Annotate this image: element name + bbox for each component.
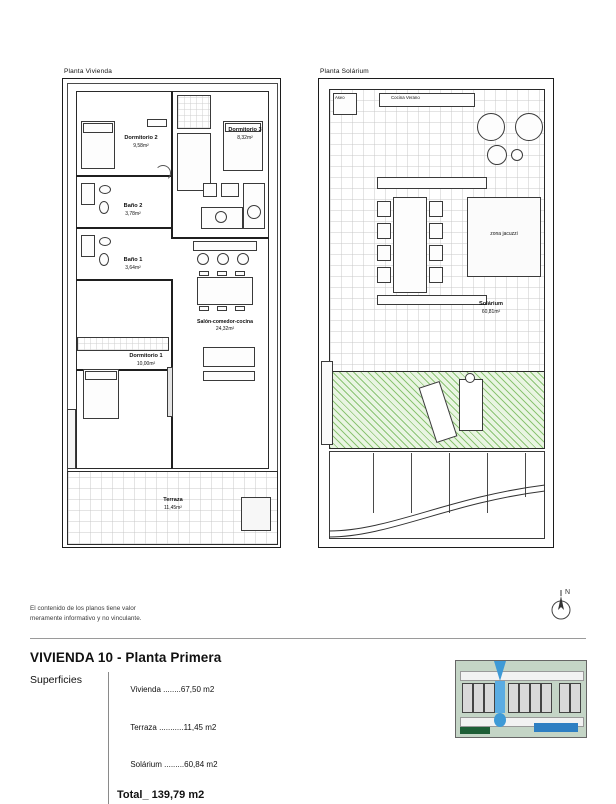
room-label-dormitorio-3: [215, 127, 275, 141]
chair-icon: [377, 267, 391, 283]
divider: [30, 638, 586, 639]
room-name: Baño 2: [123, 203, 143, 209]
shower-icon: [81, 235, 95, 257]
surface-value: 60,84 m2: [184, 759, 218, 769]
wardrobe-icon: [77, 337, 169, 351]
site-unit: [484, 683, 495, 713]
chair-icon: [377, 223, 391, 239]
room-name: Solárium: [479, 301, 503, 307]
site-key-map: [455, 660, 587, 738]
jacuzzi-label: zona jacuzzi: [490, 231, 518, 237]
room-name: Dormitorio 2: [124, 135, 158, 141]
surface-row: [117, 709, 218, 746]
wall-segment: [171, 91, 173, 237]
room-name: Terraza: [163, 497, 183, 503]
page-title: VIVIENDA 10 - Planta Primera: [30, 650, 222, 665]
dining-table-icon: [197, 277, 253, 305]
chair-icon: [377, 245, 391, 261]
room-name: Baño 1: [123, 257, 143, 263]
room-label-bano-2: [103, 203, 163, 217]
lounge-chair-icon: [515, 113, 543, 141]
disclaimer-line-1: El contenido de los planos tiene valor: [30, 605, 136, 612]
sun-lounger-icon: [459, 379, 483, 431]
surfaces-table: [108, 672, 218, 804]
room-label-bano-1: [103, 257, 163, 271]
wall-segment: [171, 237, 269, 239]
person-figure-icon: [465, 373, 475, 383]
room-label-dormitorio-2: [111, 135, 171, 149]
surface-dots: ...........: [156, 722, 184, 732]
sink-icon: [99, 237, 111, 246]
room-area: 10,00m²: [136, 360, 156, 367]
shower-icon: [81, 183, 95, 205]
plan-left-title: Planta Vivienda: [64, 68, 113, 75]
site-unit: [559, 683, 570, 713]
chair-icon: [429, 201, 443, 217]
chair-icon: [429, 245, 443, 261]
plan-dwelling: [62, 78, 281, 548]
site-pool: [534, 723, 578, 732]
site-unit: [570, 683, 581, 713]
stairs-icon: [67, 409, 76, 469]
surface-name: Vivienda: [130, 685, 161, 695]
room-area: 60,81m²: [481, 308, 501, 315]
surface-name: Solárium: [130, 759, 162, 769]
plan-solarium: [318, 78, 554, 548]
site-road: [460, 671, 584, 681]
surface-dots: ........: [160, 685, 181, 695]
site-unit: [519, 683, 530, 713]
room-name: Dormitorio 1: [129, 353, 163, 359]
side-table-icon: [487, 145, 507, 165]
driveway-curve: [329, 475, 545, 539]
room-area: 3,78m²: [125, 210, 141, 217]
site-unit: [541, 683, 552, 713]
total-label: Total_: [117, 788, 149, 801]
chair-icon: [217, 271, 227, 276]
chair-icon: [429, 223, 443, 239]
hob-icon: [247, 205, 261, 219]
room-area: 24,32m²: [215, 326, 235, 333]
appliance-icon: [221, 183, 239, 197]
appliance-icon: [203, 183, 217, 197]
breakfast-bar-icon: [193, 241, 257, 251]
coffee-table-icon: [203, 371, 255, 381]
chair-icon: [199, 306, 209, 311]
window-icon: [167, 367, 173, 417]
disclaimer-line-2: meramente informativo y no vinculante.: [30, 614, 142, 622]
site-unit: [508, 683, 519, 713]
surface-name: Terraza: [130, 722, 157, 732]
chair-icon: [429, 267, 443, 283]
site-unit: [462, 683, 473, 713]
surface-total-row: [117, 784, 218, 804]
lounge-chair-icon: [477, 113, 505, 141]
room-label-terraza: [133, 497, 213, 511]
svg-text:N: N: [565, 589, 571, 596]
surface-value: 11,45 m2: [183, 722, 217, 732]
surface-row: [117, 746, 218, 783]
pergola-beam: [377, 177, 487, 189]
room-area: 8,32m²: [237, 134, 253, 141]
wardrobe-icon: [177, 95, 211, 129]
room-area: 9,58m²: [133, 142, 149, 149]
room-name: Dormitorio 3: [228, 127, 262, 133]
pillow-icon: [83, 123, 113, 133]
chair-icon: [377, 201, 391, 217]
plan-right-title: Planta Solárium: [320, 68, 369, 75]
outdoor-dining-table-icon: [393, 197, 427, 293]
site-highlighted-unit: [495, 681, 505, 713]
stool-icon: [197, 253, 209, 265]
stool-icon: [237, 253, 249, 265]
chair-icon: [217, 306, 227, 311]
wall-segment: [76, 227, 172, 229]
site-unit: [530, 683, 541, 713]
pillow-icon: [85, 371, 117, 380]
sink-icon: [99, 185, 111, 194]
site-unit: [473, 683, 484, 713]
surface-dots: .........: [161, 759, 185, 769]
site-green-area: [460, 727, 490, 734]
wall-segment: [76, 279, 172, 281]
disclaimer: [30, 604, 290, 623]
side-table-icon: [511, 149, 523, 161]
room-label-solarium: [455, 301, 527, 315]
room-area: 11,45m²: [164, 504, 182, 511]
door-swing-icon: [155, 165, 171, 181]
aseo-label: Aseo: [335, 95, 345, 100]
summer-kitchen-label: Cocina Verano: [391, 95, 420, 100]
stool-icon: [217, 253, 229, 265]
compass-rose: [540, 586, 582, 628]
nightstand-icon: [147, 119, 167, 127]
sink-icon: [215, 211, 227, 223]
total-value: 139,79 m2: [151, 788, 205, 801]
surface-value: 67,50 m2: [180, 685, 215, 695]
stairs-icon: [321, 361, 333, 445]
room-name: Salón-comedor-cocina: [197, 319, 253, 325]
wall-segment: [67, 83, 278, 84]
chair-icon: [235, 306, 245, 311]
surfaces-label: Superficies: [30, 674, 82, 686]
chair-icon: [199, 271, 209, 276]
room-area: 3,64m²: [125, 264, 141, 271]
sofa-icon: [203, 347, 255, 367]
surface-row: [117, 672, 218, 709]
room-label-salon: [183, 319, 267, 333]
room-label-dormitorio-1: [113, 353, 179, 367]
chair-icon: [235, 271, 245, 276]
site-pointer-dot: [494, 713, 506, 727]
terrace-feature: [241, 497, 271, 531]
